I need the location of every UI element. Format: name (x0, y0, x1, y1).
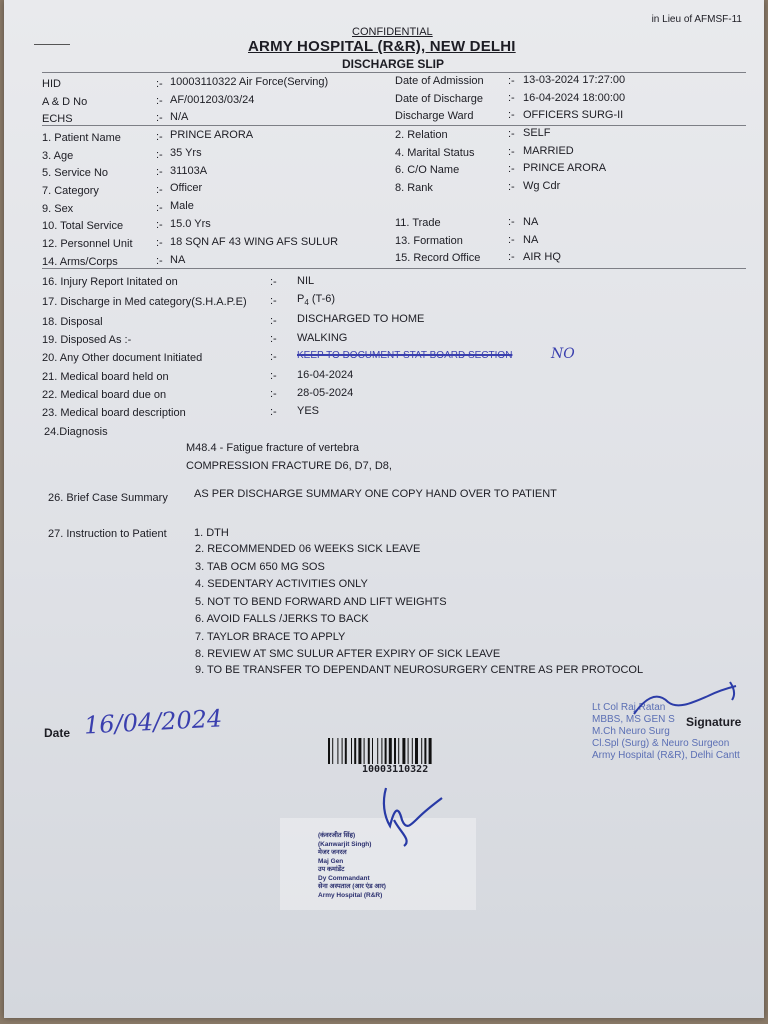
separator: :- (270, 276, 277, 288)
injury-report-value: NIL (297, 275, 315, 287)
service-no-value: 31103A (170, 165, 208, 177)
barcode-bar (385, 738, 387, 764)
trade-value: NA (523, 216, 539, 228)
separator: :- (508, 181, 515, 193)
instruction-item: 3. TAB OCM 650 MG SOS (195, 561, 325, 573)
trade-label: 11. Trade (395, 217, 441, 229)
co-name-label: 6. C/O Name (395, 164, 460, 176)
separator: :- (270, 295, 277, 307)
diagnosis-line-1: M48.4 - Fatigue fracture of vertebra (186, 442, 360, 454)
doctor-stamp-line: Lt Col Raj Ratan (592, 702, 666, 713)
personnel-unit-label: 12. Personnel Unit (42, 238, 133, 250)
officer-stamp-line: (कंवरजीत सिंह) (318, 832, 356, 839)
separator: :- (508, 234, 515, 246)
other-document-value: KEEP TO DOCUMENT STAT BOARD SECTION (297, 350, 513, 361)
handwritten-no: NO (551, 346, 575, 362)
separator: :- (508, 75, 515, 87)
divider (42, 268, 746, 269)
separator: :- (156, 112, 163, 124)
total-service-value: 15.0 Yrs (170, 218, 211, 230)
barcode-bar (408, 738, 409, 764)
hid-label: HID (42, 78, 61, 90)
category-label: 7. Category (42, 185, 99, 197)
age-label: 3. Age (42, 150, 74, 162)
barcode-bar (415, 738, 418, 764)
separator: :- (270, 315, 277, 327)
date-label: Date (44, 726, 71, 740)
instruction-item: 8. REVIEW AT SMC SULUR AFTER EXPIRY OF SICK LEAVE (195, 648, 501, 660)
barcode-bar (394, 738, 396, 764)
doctor-stamp-line: M.Ch Neuro Surg (592, 726, 670, 737)
separator: :- (270, 333, 277, 345)
board-description-value: YES (297, 405, 320, 417)
handwritten-date: 16/04/2024 (83, 704, 223, 740)
patient-name-label: 1. Patient Name (42, 132, 121, 144)
officer-stamp-line: (Kanwarjit Singh) (318, 840, 372, 848)
discharge-slip-document (4, 0, 764, 1018)
board-held-label: 21. Medical board held on (42, 371, 169, 383)
barcode-bar (345, 738, 347, 764)
sex-label: 9. Sex (42, 203, 74, 215)
separator: :- (156, 131, 163, 143)
hid-value: 10003110322 Air Force(Serving) (170, 76, 329, 88)
separator: :- (508, 216, 515, 228)
separator: :- (270, 370, 277, 382)
rank-value: Wg Cdr (523, 180, 561, 192)
barcode-bar (364, 738, 365, 764)
barcode-bar (368, 738, 370, 764)
divider (42, 72, 746, 73)
barcode-bar (332, 738, 333, 764)
separator: :- (156, 78, 163, 90)
formation-label: 13. Formation (395, 235, 463, 247)
med-category-letter: P (297, 293, 305, 305)
echs-label: ECHS (42, 113, 73, 125)
summary-label: 26. Brief Case Summary (48, 492, 168, 504)
age-value: 35 Yrs (170, 147, 202, 159)
diagnosis-label: 24.Diagnosis (44, 426, 108, 438)
doctor-stamp-line: Army Hospital (R&R), Delhi Cantt (592, 750, 740, 761)
med-category-sub: 4 (304, 298, 309, 308)
echs-value: N/A (170, 111, 189, 123)
disposal-label: 18. Disposal (42, 316, 103, 328)
signature-label: Signature (686, 715, 742, 729)
admission-date-label: Date of Admission (395, 75, 484, 87)
separator: :- (156, 255, 163, 267)
doctor-stamp-line: MBBS, MS GEN S (592, 714, 675, 725)
discharge-ward-label: Discharge Ward (395, 110, 474, 122)
arms-corps-value: NA (170, 254, 186, 266)
disposed-as-label: 19. Disposed As :- (42, 334, 132, 346)
separator: :- (156, 149, 163, 161)
sex-value: Male (170, 200, 194, 212)
barcode-bar (372, 738, 373, 764)
barcode-bar (337, 738, 338, 764)
officer-stamp-line: Army Hospital (R&R) (318, 891, 383, 899)
officer-stamp-line: सेना अस्पताल (आर एंड आर) (318, 883, 386, 890)
instruction-item: 6. AVOID FALLS /JERKS TO BACK (195, 613, 369, 625)
barcode-bar (342, 738, 343, 764)
other-document-label: 20. Any Other document Initiated (42, 352, 203, 364)
category-value: Officer (170, 182, 203, 194)
divider (42, 125, 746, 126)
officer-stamp-line: मेजर जनरल (318, 849, 347, 856)
separator: :- (508, 109, 515, 121)
disposal-value: DISCHARGED TO HOME (297, 313, 425, 325)
separator: :- (156, 166, 163, 178)
barcode-bar (358, 738, 361, 764)
instruction-item: 7. TAYLOR BRACE TO APPLY (195, 631, 346, 643)
record-office-value: AIR HQ (523, 251, 561, 263)
board-held-value: 16-04-2024 (297, 369, 354, 381)
personnel-unit-value: 18 SQN AF 43 WING AFS SULUR (170, 236, 339, 248)
marital-status-label: 4. Marital Status (395, 147, 475, 159)
form-reference: in Lieu of AFMSF-11 (651, 14, 742, 25)
separator: :- (508, 163, 515, 175)
co-name-value: PRINCE ARORA (523, 162, 607, 174)
instruction-item: 5. NOT TO BEND FORWARD AND LIFT WEIGHTS (195, 596, 447, 608)
discharge-date-value: 16-04-2024 18:00:00 (523, 92, 626, 104)
marital-status-value: MARRIED (523, 145, 574, 157)
doctor-signature (604, 680, 744, 720)
separator: :- (270, 388, 277, 400)
barcode-bar (429, 738, 432, 764)
separator: :- (156, 237, 163, 249)
separator: :- (270, 406, 277, 418)
separator: :- (508, 128, 515, 140)
arms-corps-label: 14. Arms/Corps (42, 256, 118, 268)
officer-stamp-line: Dy Commandant (318, 874, 370, 882)
barcode-bar (402, 738, 405, 764)
doctor-stamp-line: Cl.Spl (Surg) & Neuro Surgeon (592, 738, 730, 749)
barcode-bar (421, 738, 422, 764)
board-due-value: 28-05-2024 (297, 387, 354, 399)
hospital-title: ARMY HOSPITAL (R&R), NEW DELHI (248, 38, 516, 55)
admission-date-value: 13-03-2024 17:27:00 (523, 74, 626, 86)
separator: :- (156, 202, 163, 214)
separator: :- (270, 351, 277, 363)
barcode-bar (328, 738, 330, 764)
summary-value: AS PER DISCHARGE SUMMARY ONE COPY HAND OVER TO PATIENT (194, 488, 557, 500)
barcode-number: 10003110322 (362, 764, 429, 775)
barcode-bar (381, 738, 382, 764)
ad-no-label: A & D No (42, 96, 88, 108)
rank-label: 8. Rank (395, 182, 433, 194)
separator: :- (508, 92, 515, 104)
barcode-bar (377, 738, 378, 764)
total-service-label: 10. Total Service (42, 220, 124, 232)
barcode-bar (351, 738, 352, 764)
ad-no-value: AF/001203/03/24 (170, 94, 255, 106)
instruction-item: 1. DTH (194, 527, 229, 539)
separator: :- (156, 95, 163, 107)
instructions-label: 27. Instruction to Patient (48, 528, 167, 540)
formation-value: NA (523, 234, 539, 246)
board-description-label: 23. Medical board description (42, 407, 186, 419)
disposed-as-value: WALKING (297, 332, 348, 344)
instruction-item: 9. TO BE TRANSFER TO DEPENDANT NEUROSURGERY CENTRE AS PER PROTOCOL (195, 664, 644, 676)
barcode-bar (398, 738, 399, 764)
barcode-bar (412, 738, 413, 764)
relation-label: 2. Relation (395, 129, 448, 141)
service-no-label: 5. Service No (42, 167, 109, 179)
officer-stamp-line: Maj Gen (318, 857, 344, 865)
discharge-date-label: Date of Discharge (395, 93, 484, 105)
pen-mark (34, 44, 70, 45)
patient-name-value: PRINCE ARORA (170, 129, 254, 141)
med-category-label: 17. Discharge in Med category(S.H.A.P.E) (42, 296, 247, 308)
record-office-label: 15. Record Office (395, 252, 481, 264)
board-due-label: 22. Medical board due on (42, 389, 167, 401)
slip-title: DISCHARGE SLIP (342, 57, 445, 71)
separator: :- (156, 184, 163, 196)
officer-signature (364, 780, 454, 850)
separator: :- (508, 251, 515, 263)
instruction-item: 2. RECOMMENDED 06 WEEKS SICK LEAVE (195, 543, 421, 555)
discharge-ward-value: OFFICERS SURG-II (523, 109, 624, 121)
confidential-label: CONFIDENTIAL (352, 26, 433, 38)
barcode-bar (354, 738, 356, 764)
separator: :- (508, 146, 515, 158)
barcode-bar (389, 738, 392, 764)
med-category-tail: (T-6) (308, 293, 336, 305)
instruction-item: 4. SEDENTARY ACTIVITIES ONLY (195, 578, 368, 590)
relation-value: SELF (523, 127, 551, 139)
diagnosis-line-2: COMPRESSION FRACTURE D6, D7, D8, (186, 460, 392, 472)
separator: :- (156, 219, 163, 231)
med-category-value (297, 293, 335, 307)
barcode-bar (424, 738, 426, 764)
officer-stamp-line: उप कमांडेंट (318, 866, 345, 873)
injury-report-label: 16. Injury Report Initated on (42, 276, 178, 288)
